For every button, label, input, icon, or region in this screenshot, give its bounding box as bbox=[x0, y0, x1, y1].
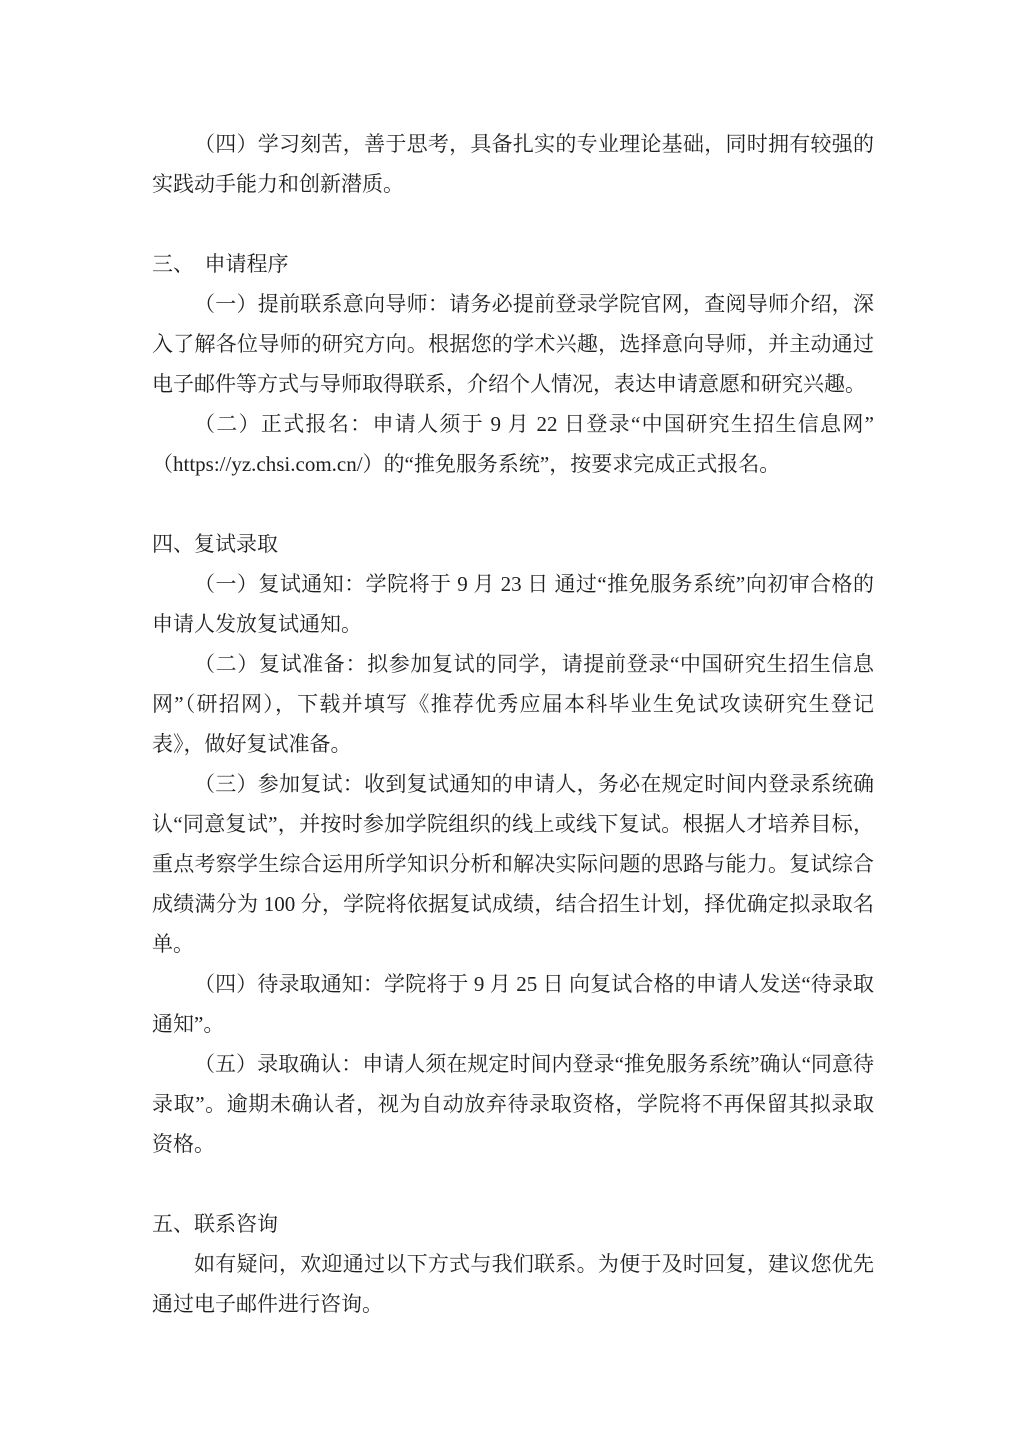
paragraph-reexam-notice: （一）复试通知：学院将于 9 月 23 日 通过“推免服务系统”向初审合格的申请人发放复试通知。 bbox=[152, 572, 874, 636]
section-heading-reexam-admission: 四、复试录取 bbox=[152, 532, 278, 556]
section-heading-contact-consultation: 五、联系咨询 bbox=[152, 1212, 278, 1236]
section-heading-application-procedure: 三、 申请程序 bbox=[152, 252, 289, 276]
paragraph-pending-admission-notice: （四）待录取通知：学院将于 9 月 25 日 向复试合格的申请人发送“待录取通知”。 bbox=[152, 972, 874, 1036]
paragraph-reexam-preparation: （二）复试准备：拟参加复试的同学，请提前登录“中国研究生招生信息网”（研招网），下载并填写《推荐优秀应届本科毕业生免试攻读研究生登记表》，做好复试准备。 bbox=[152, 652, 874, 756]
paragraph-criteria-4: （四）学习刻苦，善于思考，具备扎实的专业理论基础，同时拥有较强的实践动手能力和创新潜质。 bbox=[152, 132, 874, 196]
paragraph-attend-reexam: （三）参加复试：收到复试通知的申请人，务必在规定时间内登录系统确认“同意复试”，并按时参加学院组织的线上或线下复试。根据人才培养目标，重点考察学生综合运用所学知识分析和解决实际问题的思路与能力。复试综合成绩满分为 100 分，学院将依据复试成绩，结合招生计划，择优确定拟录取名单。 bbox=[152, 772, 874, 956]
paragraph-admission-confirmation: （五）录取确认：申请人须在规定时间内登录“推免服务系统”确认“同意待录取”。逾期未确认者，视为自动放弃待录取资格，学院将不再保留其拟录取资格。 bbox=[152, 1052, 874, 1156]
paragraph-formal-registration: （二）正式报名：申请人须于 9 月 22 日登录“中国研究生招生信息网”（https://yz.chsi.com.cn/）的“推免服务系统”，按要求完成正式报名。 bbox=[152, 412, 874, 476]
paragraph-contact-advisor: （一）提前联系意向导师：请务必提前登录学院官网，查阅导师介绍，深入了解各位导师的研究方向。根据您的学术兴趣，选择意向导师，并主动通过电子邮件等方式与导师取得联系，介绍个人情况，表达申请意愿和研究兴趣。 bbox=[152, 292, 874, 396]
paragraph-contact-method: 如有疑问，欢迎通过以下方式与我们联系。为便于及时回复，建议您优先通过电子邮件进行咨询。 bbox=[152, 1252, 874, 1316]
